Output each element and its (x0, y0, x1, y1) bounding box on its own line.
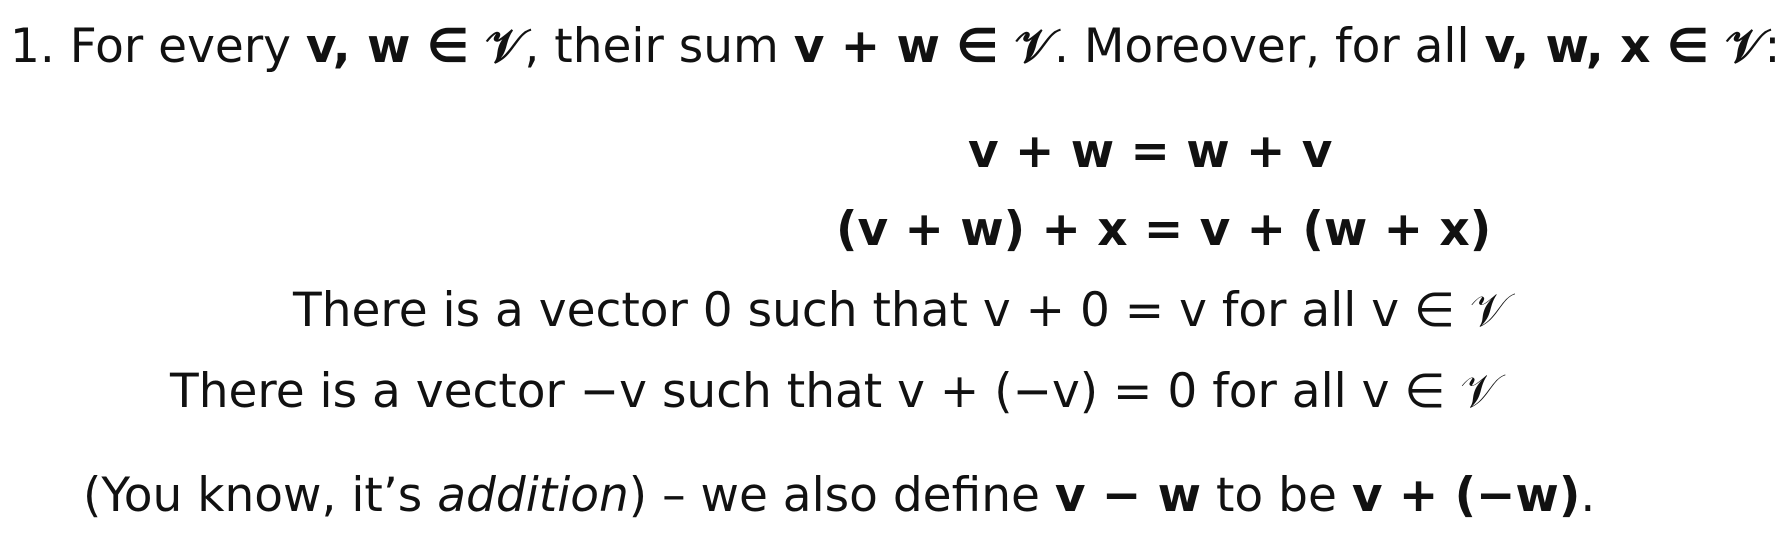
math-v-plus-neg-w: v + (−w) (1351, 468, 1581, 523)
equation-zero-vector: There is a vector 0 such that v + 0 = v for all v ∈ 𝒱 (293, 283, 1510, 338)
equation-associativity: (v + w) + x = v + (w + x) (836, 202, 1492, 257)
text-to-be: to be (1216, 468, 1337, 523)
text-their-sum: , their sum (524, 19, 779, 74)
text-we-also-define: ) – we also define (628, 468, 1040, 523)
colon: : (1764, 19, 1780, 74)
definition-line (10, 17, 1780, 77)
equation-commutativity: v + w = w + v (968, 124, 1333, 179)
math-sum-in-v: v + w ∈ 𝒱 (793, 19, 1054, 74)
equation-additive-inverse: There is a vector −v such that v + (−v) = 0 for all v ∈ 𝒱 (170, 364, 1500, 419)
period: . (1580, 468, 1596, 523)
math-v-minus-w: v − w (1054, 468, 1202, 523)
closing-note (83, 466, 1595, 526)
math-vwx-in-v: v, w, x ∈ 𝒱 (1484, 19, 1765, 74)
text-moreover: . Moreover, for all (1053, 19, 1470, 74)
text-you-know: (You know, it’s (83, 468, 423, 523)
text-for-every: For every (69, 19, 291, 74)
math-vw-in-v: v, w ∈ 𝒱 (305, 19, 525, 74)
item-number: 1. (10, 19, 55, 74)
text-addition: addition (437, 468, 629, 523)
